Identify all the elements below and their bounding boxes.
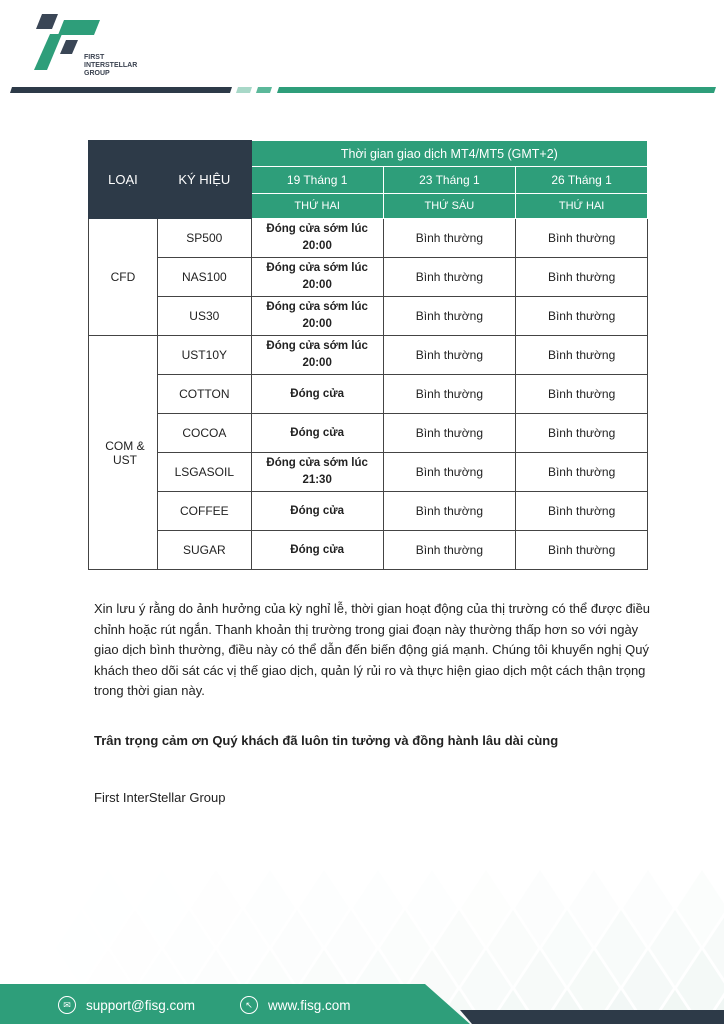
header-symbol: KÝ HIỆU [157, 141, 251, 219]
cell-symbol: NAS100 [157, 258, 251, 297]
footer-email[interactable]: ✉ support@fisg.com [58, 996, 195, 1014]
header-trading-time: Thời gian giao dịch MT4/MT5 (GMT+2) [251, 141, 647, 167]
table-row [89, 414, 648, 453]
header-type: LOẠI [89, 141, 158, 219]
table-row [89, 492, 648, 531]
cell-status: Bình thường [516, 531, 648, 570]
header-day: THỨ SÁU [383, 194, 516, 219]
cell-symbol: SUGAR [157, 531, 251, 570]
header-divider [0, 86, 724, 94]
cell-status: Bình thường [383, 531, 516, 570]
table-row [89, 453, 648, 492]
header-date: 23 Tháng 1 [383, 167, 516, 194]
logo-text: FIRST INTERSTELLAR GROUP [84, 54, 138, 77]
cell-symbol: LSGASOIL [157, 453, 251, 492]
cell-status: Bình thường [516, 258, 648, 297]
signature: First InterStellar Group [94, 790, 226, 805]
cell-status: Đóng cửa sớm lúc 20:00 [251, 219, 383, 258]
cell-status: Đóng cửa [251, 492, 383, 531]
cell-status: Bình thường [383, 453, 516, 492]
cell-status: Bình thường [383, 219, 516, 258]
cell-status: Đóng cửa [251, 375, 383, 414]
header-date: 26 Tháng 1 [516, 167, 648, 194]
cell-status: Bình thường [383, 258, 516, 297]
table-row [89, 219, 648, 258]
cell-status: Bình thường [516, 219, 648, 258]
cell-status: Bình thường [383, 336, 516, 375]
cell-status: Đóng cửa sớm lúc 21:30 [251, 453, 383, 492]
table-row [89, 336, 648, 375]
cell-status: Bình thường [516, 414, 648, 453]
cell-status: Bình thường [516, 297, 648, 336]
cell-status: Bình thường [516, 336, 648, 375]
cursor-icon: ↖ [240, 996, 258, 1014]
cell-symbol: US30 [157, 297, 251, 336]
table-row [89, 375, 648, 414]
cell-status: Bình thường [516, 492, 648, 531]
cell-status: Đóng cửa sớm lúc 20:00 [251, 297, 383, 336]
footer-website[interactable]: ↖ www.fisg.com [240, 996, 351, 1014]
cell-symbol: SP500 [157, 219, 251, 258]
cell-symbol: COFFEE [157, 492, 251, 531]
cell-type: CFD [89, 219, 158, 336]
table-row [89, 531, 648, 570]
cell-status: Bình thường [383, 492, 516, 531]
cell-status: Đóng cửa [251, 414, 383, 453]
cell-status: Bình thường [516, 453, 648, 492]
cell-type: COM & UST [89, 336, 158, 570]
header-day: THỨ HAI [251, 194, 383, 219]
cell-symbol: UST10Y [157, 336, 251, 375]
cell-status: Bình thường [383, 375, 516, 414]
cell-symbol: COCOA [157, 414, 251, 453]
notice-paragraph: Xin lưu ý rằng do ảnh hưởng của kỳ nghỉ lễ, thời gian hoạt động của thị trường có thể được điều chỉnh hoặc rút ngắn. Thanh khoản thị trường trong giai đoạn này thường thấp hơn so với ngày giao dịch bình thường, điều này có thể dẫn đến biến động giá mạnh. Chúng tôi khuyến nghị Quý khách theo dõi sát các vị thế giao dịch, quản lý rủi ro và thực hiện giao dịch một cách thận trọng trong thời gian này. [94, 601, 651, 698]
cell-status: Bình thường [383, 297, 516, 336]
cell-status: Đóng cửa [251, 531, 383, 570]
envelope-icon: ✉ [58, 996, 76, 1014]
table-row [89, 258, 648, 297]
thanks-text: Trân trọng cảm ơn Quý khách đã luôn tin tưởng và đồng hành lâu dài cùng [94, 733, 559, 748]
cell-symbol: COTTON [157, 375, 251, 414]
cell-status: Bình thường [383, 414, 516, 453]
cell-status: Bình thường [516, 375, 648, 414]
table-row [89, 297, 648, 336]
trading-hours-table [88, 140, 648, 570]
header-date: 19 Tháng 1 [251, 167, 383, 194]
cell-status: Đóng cửa sớm lúc 20:00 [251, 336, 383, 375]
cell-status: Đóng cửa sớm lúc 20:00 [251, 258, 383, 297]
header-day: THỨ HAI [516, 194, 648, 219]
